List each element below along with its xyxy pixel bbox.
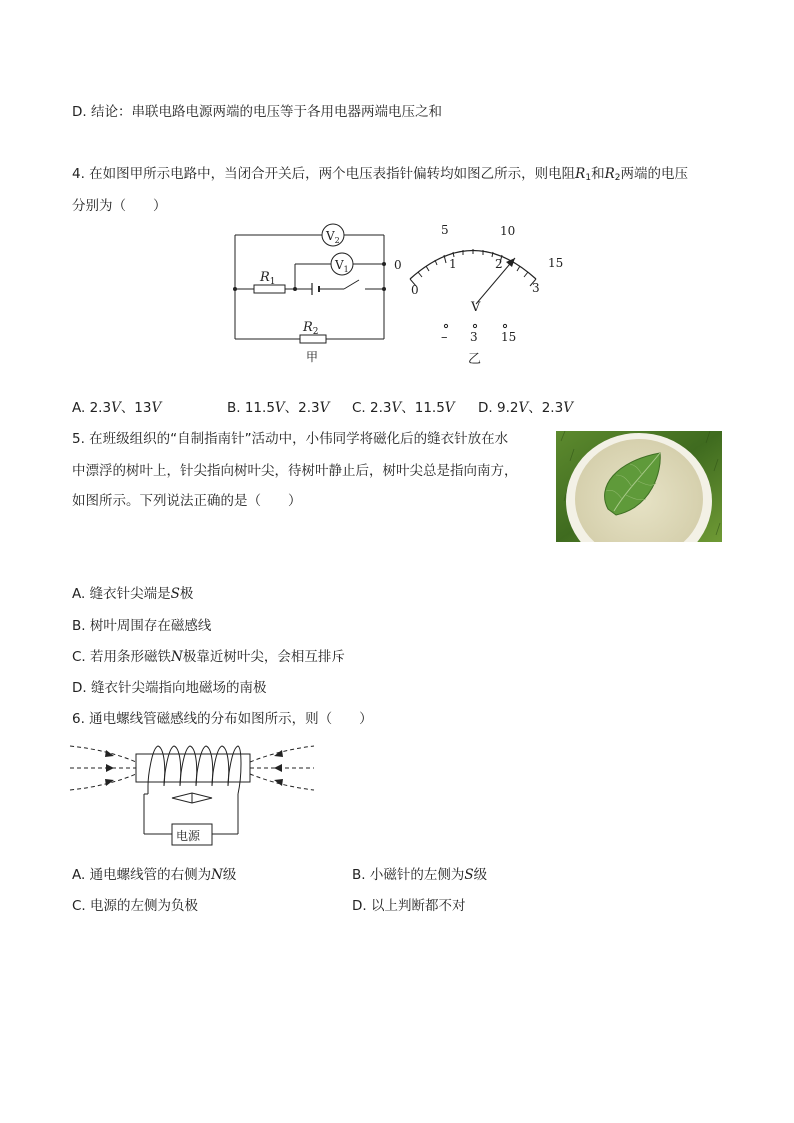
fig-yi-caption: 乙	[468, 352, 482, 367]
q4-and: 和	[591, 166, 605, 182]
q3-option-d: D. 结论：串联电路电源两端的电压等于各用电器两端电压之和	[72, 104, 442, 120]
q5-stem-line3: 如图所示。下列说法正确的是（ ）	[72, 493, 302, 509]
inner-tick-2: 2	[495, 257, 503, 271]
v1-label: $V_1$	[335, 258, 349, 274]
outer-tick-0: 0	[394, 258, 402, 272]
inner-tick-0: 0	[411, 283, 419, 297]
q4-r1-sub: 1	[585, 173, 592, 183]
q5-stem-line1: 5. 在班级组织的“自制指南针”活动中，小伟同学将磁化后的缝衣针放在水	[72, 431, 509, 447]
unit-label: V	[471, 300, 481, 315]
q4-option-d: D. 9.2V、2.3V	[478, 400, 573, 416]
q4-stem-text-b: 两端的电压	[620, 166, 688, 182]
q4-voltmeter-dial	[388, 222, 568, 372]
inner-tick-3: 3	[532, 281, 540, 295]
power-supply-label: 电源	[176, 829, 201, 843]
q4-r2-letter: R	[604, 166, 615, 182]
q6-solenoid-diagram	[68, 736, 318, 854]
q5-stem-line2: 中漂浮的树叶上，针尖指向树叶尖，待树叶静止后，树叶尖总是指向南方，	[72, 463, 518, 479]
q4-r2-sub: 2	[614, 173, 621, 183]
q4-option-a: A. 2.3V、13V	[72, 400, 162, 416]
r1-label: $R_1$	[260, 270, 276, 287]
q4-circuit-diagram	[228, 222, 393, 368]
terminal-negative: –	[441, 330, 448, 345]
q4-stem-line1	[72, 164, 688, 188]
leaf-compass-photo	[556, 431, 722, 542]
q5-option-a: A. 缝衣针尖端是S极	[72, 586, 194, 602]
q5-option-d: D. 缝衣针尖端指向地磁场的南极	[72, 680, 267, 696]
outer-tick-5: 5	[441, 223, 449, 237]
outer-tick-10: 10	[500, 224, 516, 238]
q4-option-c: C. 2.3V、11.5V	[352, 400, 455, 416]
q5-option-c: C. 若用条形磁铁N极靠近树叶尖，会相互排斥	[72, 649, 345, 665]
terminal-3: 3	[470, 330, 478, 344]
q4-stem-line2: 分别为（ ）	[72, 198, 167, 214]
q4-r1-letter: R	[575, 166, 586, 182]
fig-jia-caption: 甲	[306, 350, 319, 364]
v2-label: $V_2$	[326, 229, 340, 245]
q6-option-a: A. 通电螺线管的右侧为N级	[72, 867, 237, 883]
r2-label: $R_2$	[303, 320, 319, 337]
q6-option-c: C. 电源的左侧为负极	[72, 898, 199, 914]
q6-option-b: B. 小磁针的左侧为S级	[352, 867, 488, 883]
q6-option-d: D. 以上判断都不对	[352, 898, 466, 914]
q6-stem: 6. 通电螺线管磁感线的分布如图所示，则（ ）	[72, 711, 373, 727]
outer-tick-15: 15	[548, 256, 564, 270]
q4-option-b: B. 11.5V、2.3V	[227, 400, 330, 416]
q5-option-b: B. 树叶周围存在磁感线	[72, 618, 212, 634]
terminal-15: 15	[501, 330, 517, 344]
q4-stem-text-a: 4. 在如图甲所示电路中，当闭合开关后，两个电压表指针偏转均如图乙所示，则电阻	[72, 166, 576, 182]
inner-tick-1: 1	[449, 257, 457, 271]
